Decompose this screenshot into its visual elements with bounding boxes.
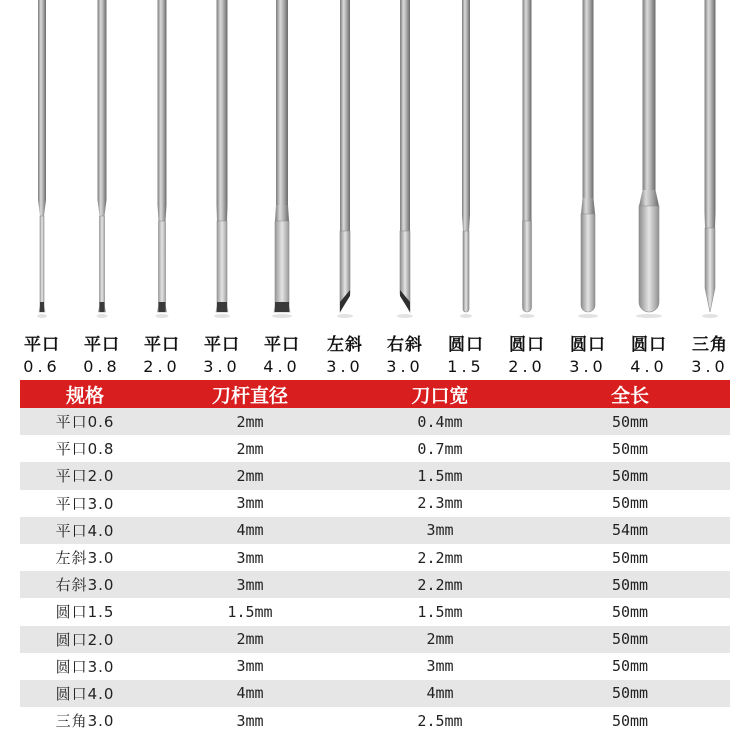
tool-edge <box>217 302 227 312</box>
cell-blade-width: 2.2mm <box>350 544 530 571</box>
carving-tools-photo <box>0 0 750 332</box>
tool-shank <box>523 0 532 205</box>
cell-shank-diameter: 2mm <box>150 626 350 653</box>
carving-tool <box>636 0 662 318</box>
tool-shadow <box>272 314 292 318</box>
spec-table <box>20 380 730 734</box>
tool-blade <box>274 221 290 312</box>
tool-taper <box>462 215 470 231</box>
tool-label <box>12 334 72 378</box>
cell-blade-width: 0.4mm <box>350 408 530 435</box>
tool-shank <box>705 0 716 212</box>
tool-taper <box>38 200 46 216</box>
cell-spec: 圆口4.0 <box>20 680 150 707</box>
tool-shank <box>276 0 288 205</box>
tool-shadow <box>702 314 718 318</box>
cell-shank-diameter: 4mm <box>150 680 350 707</box>
tool-shadow <box>214 314 230 318</box>
cell-total-length: 54mm <box>530 517 730 544</box>
cell-blade-width: 3mm <box>350 517 530 544</box>
carving-tool <box>397 0 413 318</box>
tool-taper <box>705 212 716 228</box>
tool-type: 圆口 <box>448 335 484 355</box>
tool-edge <box>40 302 44 312</box>
tool-shadow <box>460 314 472 318</box>
cell-spec: 右斜3.0 <box>20 571 150 598</box>
tool-type: 左斜 <box>327 335 363 355</box>
tool-blade <box>523 221 532 312</box>
tool-type: 平口 <box>24 335 60 355</box>
tool-size: 2.0 <box>508 357 546 376</box>
tool-label <box>252 334 312 378</box>
cell-spec: 平口3.0 <box>20 490 150 517</box>
tool-labels-row <box>0 334 750 380</box>
cell-blade-width: 4mm <box>350 680 530 707</box>
cell-total-length: 50mm <box>530 598 730 625</box>
cell-shank-diameter: 2mm <box>150 408 350 435</box>
tool-size: 2.0 <box>143 357 181 376</box>
table-row <box>20 435 730 462</box>
carving-tool <box>702 0 718 318</box>
cell-spec: 平口2.0 <box>20 462 150 489</box>
tool-size: 3.0 <box>691 357 729 376</box>
tools-illustration <box>0 0 750 332</box>
carving-tool <box>578 0 598 318</box>
header-blade-width: 刀口宽 <box>350 380 530 408</box>
tool-shadow <box>97 314 108 318</box>
tool-size: 3.0 <box>203 357 241 376</box>
cell-blade-width: 2.5mm <box>350 707 530 734</box>
cell-spec: 平口0.8 <box>20 435 150 462</box>
tool-size: 1.5 <box>447 357 485 376</box>
cell-shank-diameter: 3mm <box>150 571 350 598</box>
tool-label <box>436 334 496 378</box>
tool-type: 三角 <box>692 335 728 355</box>
carving-tool <box>272 0 292 318</box>
tool-blade <box>705 228 715 312</box>
tool-taper <box>523 205 532 221</box>
tool-taper <box>639 190 659 206</box>
carving-tool <box>214 0 230 318</box>
table-row <box>20 626 730 653</box>
cell-total-length: 50mm <box>530 408 730 435</box>
cell-total-length: 50mm <box>530 680 730 707</box>
cell-blade-width: 2.2mm <box>350 571 530 598</box>
tool-shadow <box>397 314 413 318</box>
table-row <box>20 571 730 598</box>
carving-tool <box>337 0 353 318</box>
carving-tool <box>520 0 535 318</box>
table-row <box>20 598 730 625</box>
tool-shadow <box>337 314 353 318</box>
tool-type: 平口 <box>144 335 180 355</box>
tool-shank <box>643 0 656 190</box>
carving-tool <box>156 0 169 318</box>
tool-taper <box>217 205 228 221</box>
header-spec: 规格 <box>20 380 150 408</box>
cell-spec: 圆口1.5 <box>20 598 150 625</box>
tool-shank <box>583 0 594 198</box>
tool-blade <box>39 216 45 312</box>
tool-type: 圆口 <box>570 335 606 355</box>
cell-spec: 三角3.0 <box>20 707 150 734</box>
cell-shank-diameter: 4mm <box>150 517 350 544</box>
tool-blade <box>158 221 167 312</box>
tool-shadow <box>156 314 169 318</box>
tool-size: 4.0 <box>263 357 301 376</box>
cell-blade-width: 1.5mm <box>350 462 530 489</box>
cell-shank-diameter: 2mm <box>150 462 350 489</box>
cell-total-length: 50mm <box>530 571 730 598</box>
tool-type: 平口 <box>84 335 120 355</box>
table-row <box>20 462 730 489</box>
header-total-length: 全长 <box>530 380 730 408</box>
tool-size: 3.0 <box>326 357 364 376</box>
tool-shadow <box>37 314 47 318</box>
tool-blade <box>216 221 228 312</box>
cell-spec: 圆口3.0 <box>20 653 150 680</box>
cell-spec: 圆口2.0 <box>20 626 150 653</box>
tool-label <box>680 334 740 378</box>
tool-size: 0.8 <box>83 357 121 376</box>
cell-shank-diameter: 3mm <box>150 544 350 571</box>
tool-blade <box>639 206 659 312</box>
cell-total-length: 50mm <box>530 435 730 462</box>
table-body <box>20 408 730 734</box>
cell-shank-diameter: 2mm <box>150 435 350 462</box>
cell-total-length: 50mm <box>530 544 730 571</box>
tool-label <box>558 334 618 378</box>
table-row <box>20 408 730 435</box>
tool-label <box>192 334 252 378</box>
tool-shank <box>340 0 350 215</box>
carving-tool <box>460 0 472 318</box>
table-row <box>20 707 730 734</box>
tool-label <box>497 334 557 378</box>
cell-total-length: 50mm <box>530 462 730 489</box>
cell-total-length: 50mm <box>530 707 730 734</box>
cell-shank-diameter: 1.5mm <box>150 598 350 625</box>
tool-edge <box>100 302 105 312</box>
table-header-row <box>20 380 730 408</box>
tool-type: 圆口 <box>509 335 545 355</box>
tool-taper <box>275 205 289 221</box>
tool-type: 平口 <box>204 335 240 355</box>
table-row <box>20 544 730 571</box>
table-row <box>20 653 730 680</box>
cell-blade-width: 1.5mm <box>350 598 530 625</box>
tool-taper <box>581 198 595 214</box>
carving-tool <box>37 0 47 318</box>
tool-taper <box>98 200 107 216</box>
tool-blade <box>463 231 469 312</box>
tool-shadow <box>636 314 662 318</box>
tool-edge <box>275 302 289 312</box>
tool-label <box>315 334 375 378</box>
cell-shank-diameter: 3mm <box>150 653 350 680</box>
tool-size: 3.0 <box>569 357 607 376</box>
cell-total-length: 50mm <box>530 653 730 680</box>
tool-shank <box>217 0 228 205</box>
cell-blade-width: 3mm <box>350 653 530 680</box>
tool-taper <box>340 215 350 231</box>
cell-total-length: 50mm <box>530 490 730 517</box>
header-shank-diameter: 刀杆直径 <box>150 380 350 408</box>
carving-tool <box>97 0 108 318</box>
tool-shank <box>462 0 470 215</box>
tool-type: 右斜 <box>387 335 423 355</box>
tool-label <box>132 334 192 378</box>
tool-taper <box>158 205 167 221</box>
cell-shank-diameter: 3mm <box>150 707 350 734</box>
table-row <box>20 517 730 544</box>
tool-size: 0.6 <box>23 357 61 376</box>
cell-blade-width: 0.7mm <box>350 435 530 462</box>
tool-label <box>619 334 679 378</box>
tool-type: 平口 <box>264 335 300 355</box>
tool-label <box>375 334 435 378</box>
tool-blade <box>581 214 595 312</box>
cell-total-length: 50mm <box>530 626 730 653</box>
tool-shank <box>400 0 410 215</box>
tool-label <box>72 334 132 378</box>
tool-shank <box>38 0 46 200</box>
table-row <box>20 490 730 517</box>
tool-size: 3.0 <box>386 357 424 376</box>
tool-type: 圆口 <box>631 335 667 355</box>
cell-spec: 平口4.0 <box>20 517 150 544</box>
tool-shadow <box>578 314 598 318</box>
cell-spec: 左斜3.0 <box>20 544 150 571</box>
tool-edge <box>159 302 166 312</box>
tool-blade <box>99 216 106 312</box>
cell-blade-width: 2.3mm <box>350 490 530 517</box>
tool-size: 4.0 <box>630 357 668 376</box>
tool-taper <box>400 215 410 231</box>
cell-shank-diameter: 3mm <box>150 490 350 517</box>
tool-shank <box>98 0 107 200</box>
cell-spec: 平口0.6 <box>20 408 150 435</box>
table-row <box>20 680 730 707</box>
cell-blade-width: 2mm <box>350 626 530 653</box>
tool-shank <box>158 0 167 205</box>
tool-shadow <box>520 314 535 318</box>
